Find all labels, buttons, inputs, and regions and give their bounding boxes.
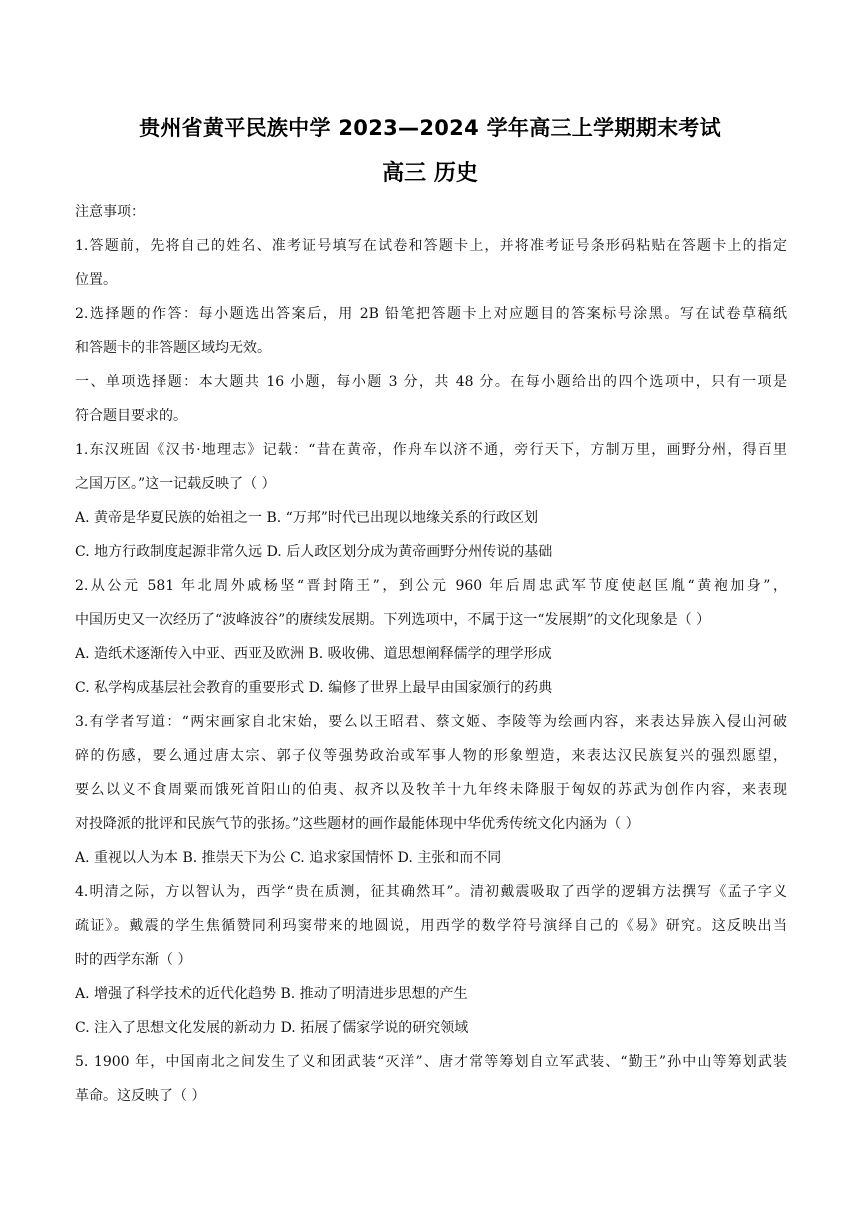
question-5-stem-line-1: 5. 1900 年，中国南北之间发生了义和团武装“灭洋”、唐才常等筹划自立军武装、“勤王”孙中山等筹划武装 xyxy=(75,1054,787,1070)
question-2-stem-line-1: 2.从公元 581 年北周外戚杨坚“晋封隋王”，到公元 960 年后周忠武军节度使赵匡胤“黄袍加身”， xyxy=(75,578,787,594)
question-5-stem-line-2: 革命。这反映了（ ） xyxy=(75,1088,206,1104)
question-2-options-line-2: C. 私学构成基层社会教育的重要形式 D. 编修了世界上最早由国家颁行的药典 xyxy=(75,680,553,696)
question-4-options-line-1: A. 增强了科学技术的近代化趋势 B. 推动了明清进步思想的产生 xyxy=(75,986,468,1002)
question-4-stem-line-3: 时的西学东渐（ ） xyxy=(75,952,192,968)
question-2-stem-line-2: 中国历史又一次经历了“波峰波谷”的赓续发展期。下列选项中，不属于这一“发展期”的文化现象是（ ） xyxy=(75,612,711,628)
section-instruction-line-1: 一、单项选择题：本大题共 16 小题，每小题 3 分，共 48 分。在每小题给出的四个选项中，只有一项是 xyxy=(75,374,787,390)
exam-title: 贵州省黄平民族中学 2023—2024 学年高三上学期期末考试 xyxy=(139,116,721,140)
question-1-stem-line-1: 1.东汉班固《汉书·地理志》记载：“昔在黄帝，作舟车以济不通，旁行天下，方制万里，画野分州，得百里 xyxy=(75,442,787,458)
note-item-1-line-2: 位置。 xyxy=(75,272,117,288)
question-1-stem-line-2: 之国万区。”这一记载反映了（ ） xyxy=(75,476,276,492)
note-item-1-line-1: 1.答题前，先将自己的姓名、准考证号填写在试卷和答题卡上，并将准考证号条形码粘贴在答题卡上的指定 xyxy=(75,238,787,254)
question-3-stem-line-2: 碎的伤感，要么通过唐太宗、郭子仪等强势政治或军事人物的形象塑造，来表达汉民族复兴的强烈愿望， xyxy=(75,748,787,764)
question-4-options-line-2: C. 注入了思想文化发展的新动力 D. 拓展了儒家学说的研究领域 xyxy=(75,1020,469,1036)
question-1-options-line-1: A. 黄帝是华夏民族的始祖之一 B. “万邦”时代已出现以地缘关系的行政区划 xyxy=(75,510,538,526)
section-instruction-line-2: 符合题目要求的。 xyxy=(75,408,187,424)
question-3-stem-line-4: 对投降派的批评和民族气节的张扬。”这些题材的画作最能体现中华优秀传统文化内涵为（ ） xyxy=(75,816,640,832)
question-2-options-line-1: A. 造纸术逐渐传入中亚、西亚及欧洲 B. 吸收佛、道思想阐释儒学的理学形成 xyxy=(75,646,552,662)
question-1-options-line-2: C. 地方行政制度起源非常久远 D. 后人政区划分成为黄帝画野分州传说的基础 xyxy=(75,544,553,560)
exam-subtitle: 高三 历史 xyxy=(382,161,478,186)
note-item-2-line-2: 和答题卡的非答题区域均无效。 xyxy=(75,340,271,356)
notes-heading: 注意事项： xyxy=(75,204,145,220)
note-item-2-line-1: 2.选择题的作答：每小题选出答案后，用 2B 铅笔把答题卡上对应题目的答案标号涂黑。写在试卷草稿纸 xyxy=(75,306,787,322)
question-3-options-line-1: A. 重视以人为本 B. 推崇天下为公 C. 追求家国情怀 D. 主张和而不同 xyxy=(75,850,502,866)
question-4-stem-line-2: 疏证》。戴震的学生焦循赞同利玛窦带来的地圆说，用西学的数学符号演绎自己的《易》研究。这反映出当 xyxy=(75,918,787,934)
question-4-stem-line-1: 4.明清之际，方以智认为，西学“贵在质测，征其确然耳”。清初戴震吸取了西学的逻辑方法撰写《孟子字义 xyxy=(75,884,787,900)
question-3-stem-line-3: 要么以义不食周粟而饿死首阳山的伯夷、叔齐以及牧羊十九年终未降服于匈奴的苏武为创作内容，来表现 xyxy=(75,782,787,798)
question-3-stem-line-1: 3.有学者写道：“两宋画家自北宋始，要么以王昭君、蔡文姬、李陵等为绘画内容，来表达异族入侵山河破 xyxy=(75,714,787,730)
